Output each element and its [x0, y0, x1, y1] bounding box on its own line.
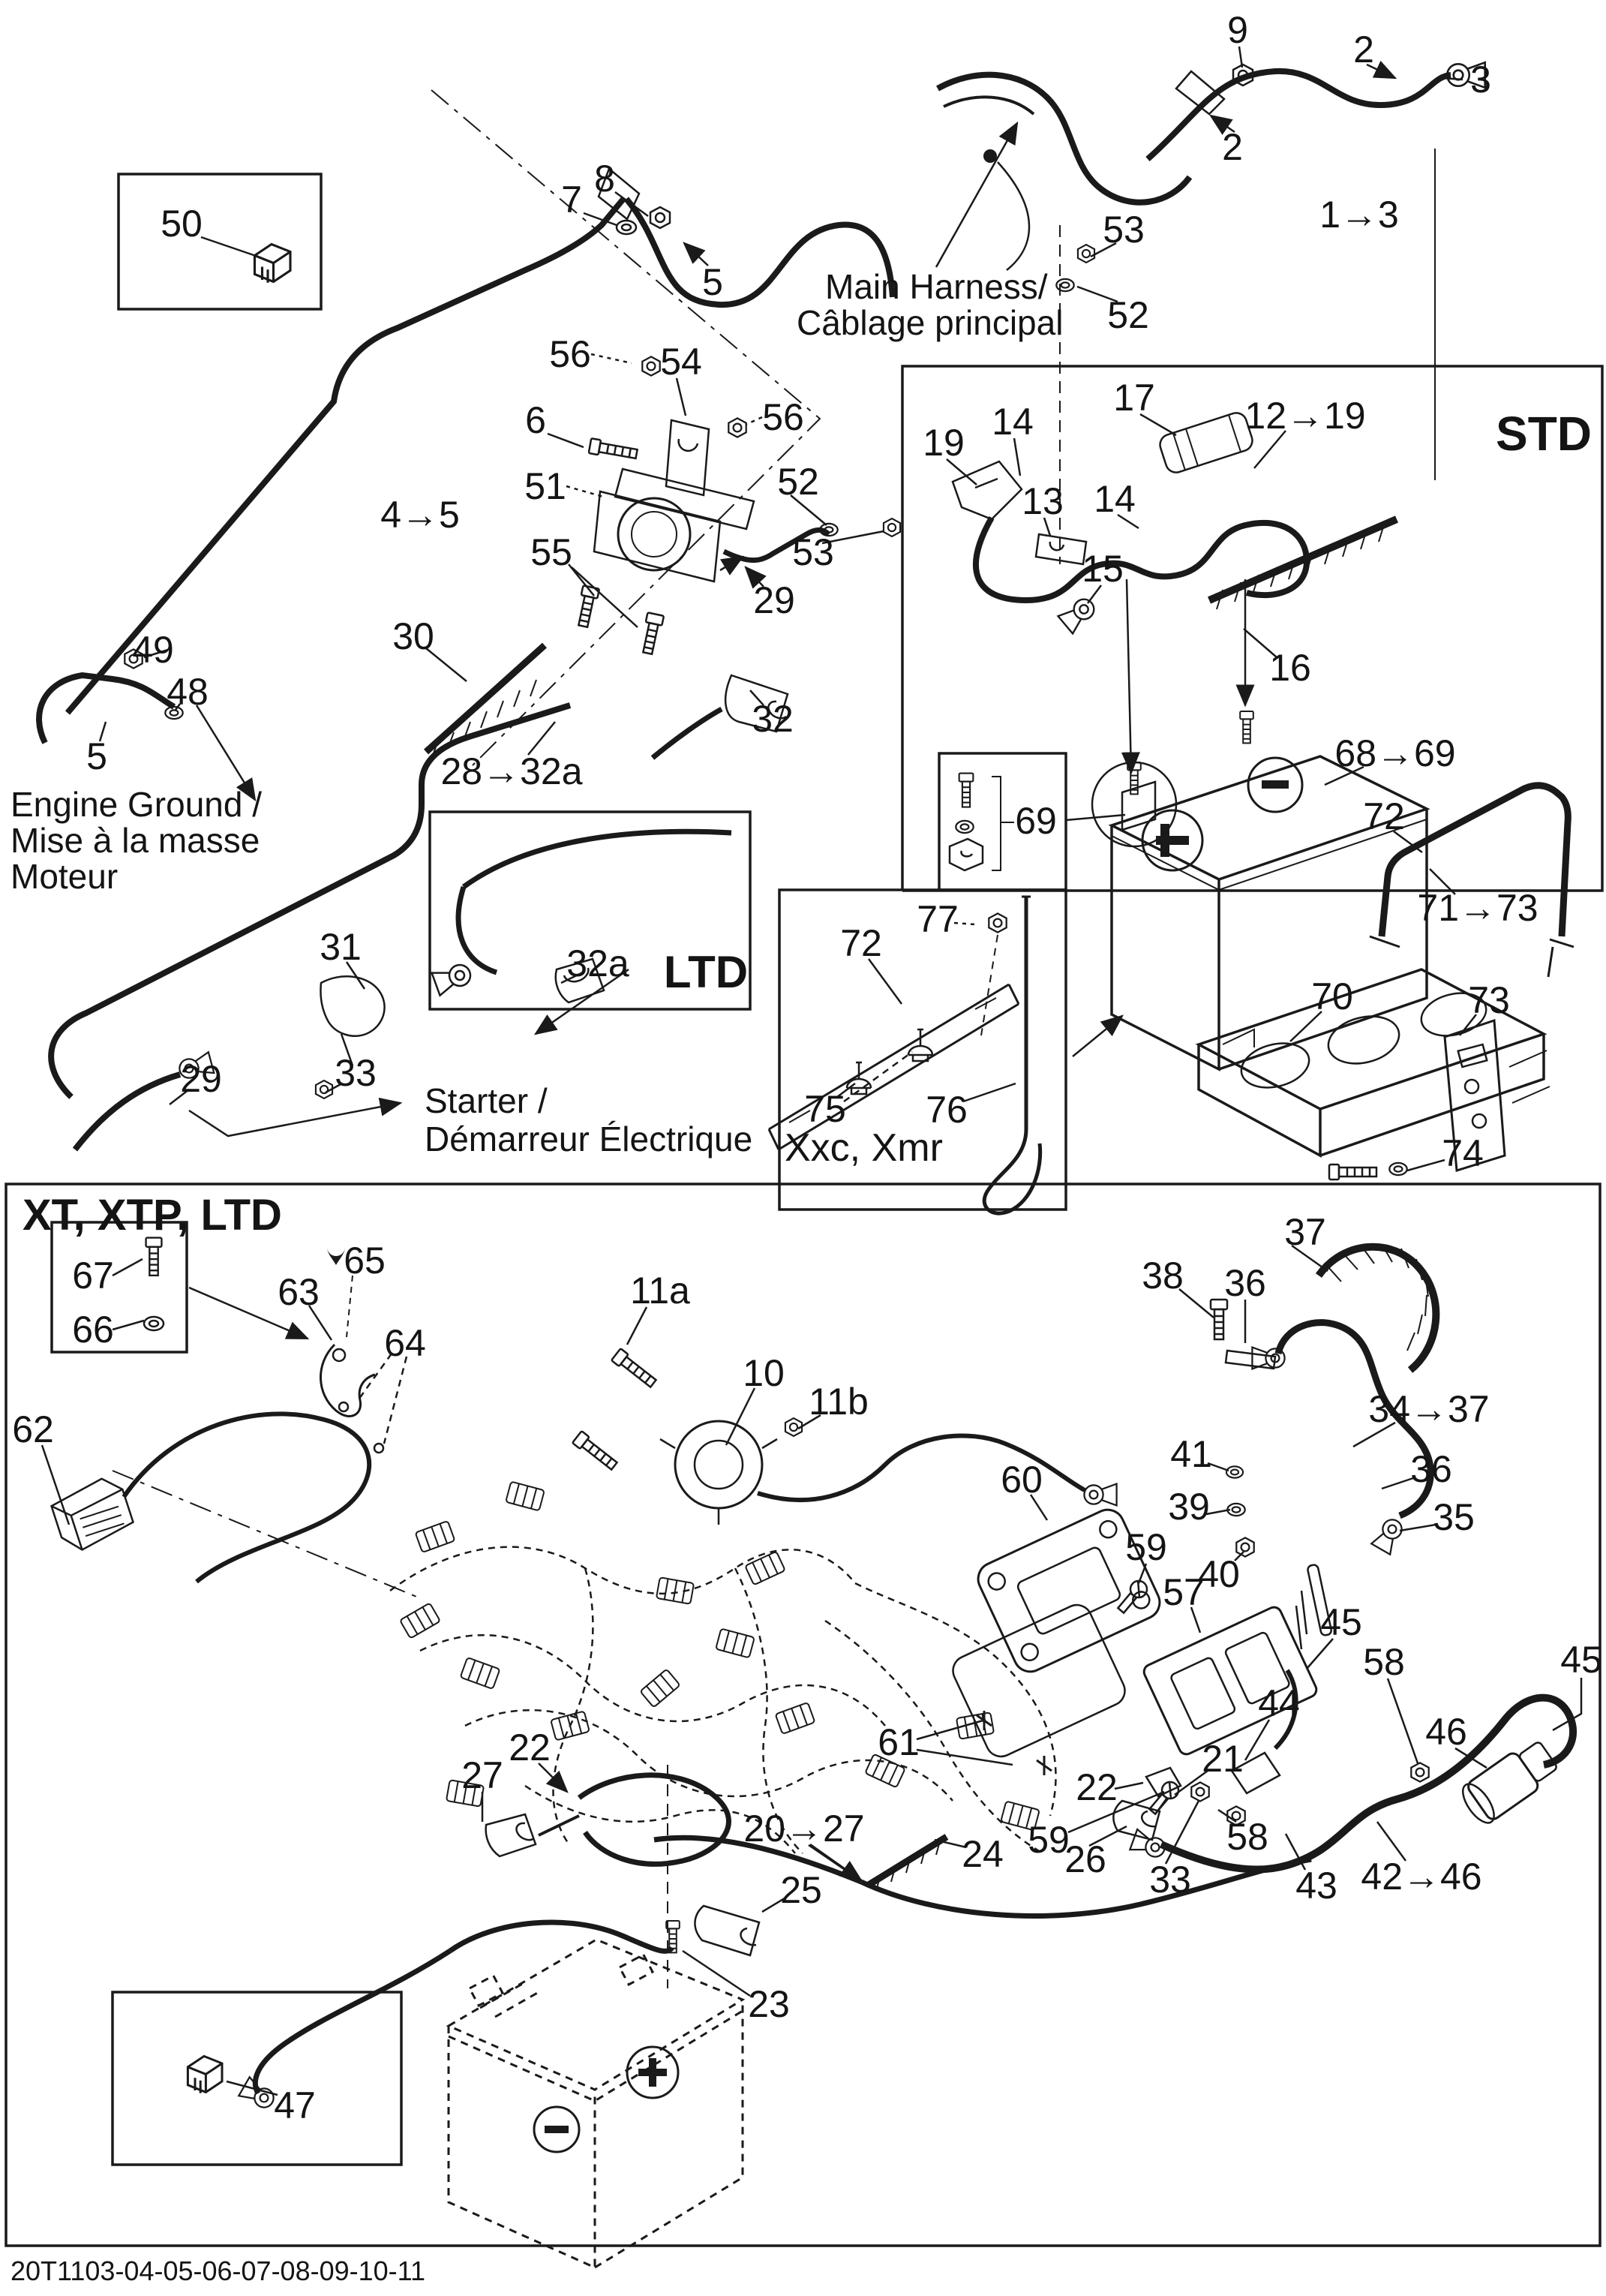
section-xt: XT, XTP, LTD	[23, 1191, 282, 1240]
battery-bottom-dashed	[449, 1940, 743, 2267]
callout-32: 32	[752, 698, 794, 740]
callout-34-37: 34→37	[1368, 1388, 1490, 1430]
callout-20-27: 20→27	[743, 1808, 865, 1850]
callout-16: 16	[1269, 647, 1311, 689]
callout-29b: 29	[180, 1058, 222, 1100]
callout-13: 13	[1022, 480, 1064, 522]
battery-bolt-kit-69	[950, 774, 1014, 871]
callout-33a: 33	[335, 1052, 377, 1094]
boot-25	[695, 1906, 759, 1955]
callout-76: 76	[926, 1089, 968, 1131]
callout-46: 46	[1425, 1711, 1467, 1753]
callout-21: 21	[1202, 1738, 1244, 1780]
callout-59b: 59	[1028, 1819, 1070, 1861]
relay-50-box	[119, 174, 321, 309]
callout-33b: 33	[1149, 1859, 1191, 1901]
callout-65: 65	[344, 1240, 386, 1282]
callout-63: 63	[278, 1271, 320, 1313]
callout-70: 70	[1311, 975, 1353, 1017]
callout-51: 51	[524, 465, 566, 507]
callout-17: 17	[1113, 377, 1155, 419]
callout-43: 43	[1295, 1865, 1337, 1907]
callout-36b: 36	[1410, 1448, 1452, 1490]
callout-74: 74	[1442, 1132, 1484, 1174]
negative-battery-cable-1-3	[1148, 62, 1485, 159]
callout-54: 54	[660, 341, 702, 383]
annotation-main-harness-1: Main Harness/	[825, 267, 1048, 306]
callout-22b: 22	[1076, 1766, 1118, 1808]
starter-solenoid-assembly	[575, 356, 900, 654]
callout-72b: 72	[840, 922, 882, 964]
annotation-engine-ground-2: Mise à la masse	[11, 821, 260, 860]
annotation-starter-1: Starter /	[425, 1081, 548, 1120]
callout-52b: 52	[777, 461, 819, 503]
callout-66: 66	[72, 1309, 114, 1351]
callout-59a: 59	[1125, 1526, 1167, 1568]
callout-73: 73	[1468, 979, 1510, 1021]
section-xxc: Xxc, Xmr	[785, 1126, 943, 1170]
ltd-inset-cable	[432, 831, 731, 1034]
callout-26: 26	[1064, 1838, 1106, 1880]
callout-40: 40	[1198, 1553, 1240, 1595]
construction-lines	[113, 90, 1435, 1988]
callout-56b: 56	[762, 396, 804, 438]
callout-7: 7	[561, 179, 582, 221]
callout-45a: 45	[1320, 1601, 1362, 1643]
callout-58b: 58	[1226, 1816, 1268, 1858]
callout-72a: 72	[1363, 795, 1405, 837]
callout-37: 37	[1284, 1211, 1326, 1253]
callout-5a: 5	[702, 261, 723, 303]
callout-45b: 45	[1560, 1639, 1602, 1681]
callout-77: 77	[917, 898, 959, 940]
callout-35: 35	[1433, 1496, 1475, 1538]
callout-10: 10	[743, 1352, 785, 1394]
callout-2a: 2	[1353, 29, 1374, 71]
cable-42-46	[1130, 1670, 1581, 1869]
section-std: STD	[1496, 407, 1592, 461]
drawing-number: 20T1103-04-05-06-07-08-09-10-11	[11, 2255, 426, 2286]
callout-11b: 11b	[809, 1381, 869, 1423]
callout-53b: 53	[792, 531, 834, 573]
callout-22a: 22	[509, 1727, 551, 1769]
callout-47: 47	[274, 2084, 316, 2126]
annotation-engine-ground-3: Moteur	[11, 857, 119, 896]
oil-drop-icon	[327, 1247, 345, 1265]
callout-39: 39	[1168, 1486, 1210, 1528]
annotation-main-harness-2: Câblage principal	[797, 303, 1064, 342]
callout-71-73: 71→73	[1417, 887, 1538, 929]
callout-57: 57	[1163, 1571, 1205, 1613]
callout-24: 24	[962, 1833, 1004, 1875]
callout-48: 48	[167, 671, 209, 713]
callout-55: 55	[530, 531, 572, 573]
callout-30: 30	[392, 615, 434, 657]
callout-60: 60	[1001, 1459, 1043, 1501]
callout-61: 61	[878, 1721, 920, 1763]
main-wiring-harness-bundle	[390, 1482, 1056, 1853]
callout-44: 44	[1258, 1682, 1300, 1724]
callout-2b: 2	[1222, 126, 1243, 168]
callout-50: 50	[161, 203, 203, 245]
callout-8: 8	[594, 158, 615, 200]
relay-47-icon	[188, 2056, 222, 2093]
main-harness-cable	[938, 75, 1190, 270]
washers-52-53-top	[1056, 245, 1094, 291]
callout-19: 19	[923, 422, 965, 464]
callout-5b: 5	[86, 735, 107, 777]
annotation-starter-2: Démarreur Électrique	[425, 1119, 753, 1159]
callout-36a: 36	[1224, 1262, 1266, 1304]
callout-14a: 14	[992, 401, 1034, 443]
callout-4-5: 4→5	[380, 494, 460, 536]
callout-75: 75	[804, 1088, 846, 1130]
callout-64: 64	[384, 1322, 426, 1364]
callout-42-46: 42→46	[1361, 1856, 1482, 1898]
callout-23: 23	[748, 1983, 790, 2025]
callout-12-19: 12→19	[1244, 395, 1366, 437]
callout-68-69: 68→69	[1334, 732, 1456, 774]
callout-11a: 11a	[630, 1270, 690, 1312]
callout-38: 38	[1142, 1255, 1184, 1297]
callout-56a: 56	[549, 333, 591, 375]
callout-31: 31	[320, 926, 362, 968]
callout-1-3: 1→3	[1319, 194, 1399, 236]
callout-32a: 32a	[566, 942, 629, 984]
callout-6: 6	[525, 399, 546, 441]
callout-9: 9	[1227, 9, 1248, 51]
callout-28-32a: 28→32a	[440, 750, 583, 792]
callout-15: 15	[1082, 548, 1124, 590]
callout-25: 25	[780, 1869, 822, 1911]
callout-69: 69	[1015, 800, 1057, 842]
callout-3: 3	[1470, 59, 1491, 101]
callout-67: 67	[72, 1255, 114, 1297]
callout-49: 49	[132, 629, 174, 671]
callout-41: 41	[1170, 1433, 1212, 1475]
callout-14b: 14	[1094, 478, 1136, 520]
annotation-engine-ground-1: Engine Ground /	[11, 785, 263, 824]
callout-58a: 58	[1363, 1641, 1405, 1683]
section-ltd: LTD	[663, 947, 749, 997]
relay-50-icon	[255, 245, 291, 283]
ground-cable-28-32a	[51, 645, 788, 1100]
callout-29a: 29	[753, 579, 795, 621]
callout-52a: 52	[1107, 294, 1149, 336]
callout-62: 62	[12, 1408, 54, 1450]
boot-27	[486, 1814, 536, 1856]
callout-53a: 53	[1103, 209, 1145, 251]
callout-27: 27	[461, 1754, 503, 1796]
